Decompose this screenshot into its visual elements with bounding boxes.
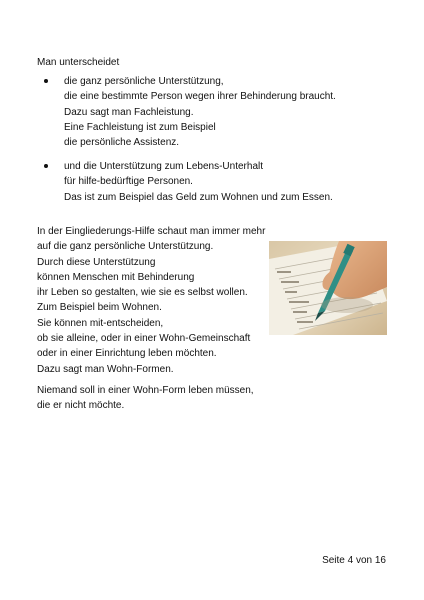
paragraph-line: Sie können mit-entscheiden,: [37, 317, 164, 329]
paragraph-line: können Menschen mit Behinderung: [37, 271, 195, 283]
bullet-line: die ganz persönliche Unterstützung,: [64, 76, 224, 87]
bullet-line: Eine Fachleistung ist zum Beispiel: [64, 121, 216, 133]
paragraph-line: die er nicht möchte.: [37, 400, 125, 412]
bullet-line: die persönliche Assistenz.: [64, 137, 180, 149]
paragraph-line: Dazu sagt man Wohn-Formen.: [37, 363, 174, 375]
paragraph-line: Zum Beispiel beim Wohnen.: [37, 302, 162, 314]
paragraph-line: In der Eingliederungs-Hilfe schaut man immer mehr: [37, 226, 266, 237]
paragraph-line: Durch diese Unterstützung: [37, 256, 156, 268]
intro-text: Man unterscheidet: [37, 57, 120, 68]
paragraph-line: Niemand soll in einer Wohn-Form leben müssen,: [37, 385, 254, 396]
bullet-line: Das ist zum Beispiel das Geld zum Wohnen und zum Essen.: [64, 191, 333, 203]
paragraph-line: ob sie alleine, oder in einer Wohn-Gemeinschaft: [37, 333, 251, 345]
paragraph-eingliederungshilfe: [37, 224, 265, 377]
paragraph-line: ihr Leben so gestalten, wie sie es selbst wollen.: [37, 287, 248, 299]
bullet-line: für hilfe-bedürftige Personen.: [64, 176, 193, 188]
page-number: Seite 4 von 16: [322, 555, 386, 566]
bullet-line: die eine bestimmte Person wegen ihrer Behinderung braucht.: [64, 91, 336, 103]
bullet-item: [64, 74, 336, 150]
paragraph-wohnform: [37, 383, 254, 414]
photo-hand-writing-form: [269, 241, 387, 335]
paragraph-line: auf die ganz persönliche Unterstützung.: [37, 241, 214, 253]
bullet-dot-icon: [44, 164, 48, 168]
bullet-item: [64, 159, 333, 205]
bullet-dot-icon: [44, 79, 48, 83]
paragraph-line: oder in einer Einrichtung leben möchten.: [37, 348, 217, 360]
bullet-line: Dazu sagt man Fachleistung.: [64, 106, 194, 118]
bullet-line: und die Unterstützung zum Lebens-Unterhalt: [64, 161, 264, 172]
